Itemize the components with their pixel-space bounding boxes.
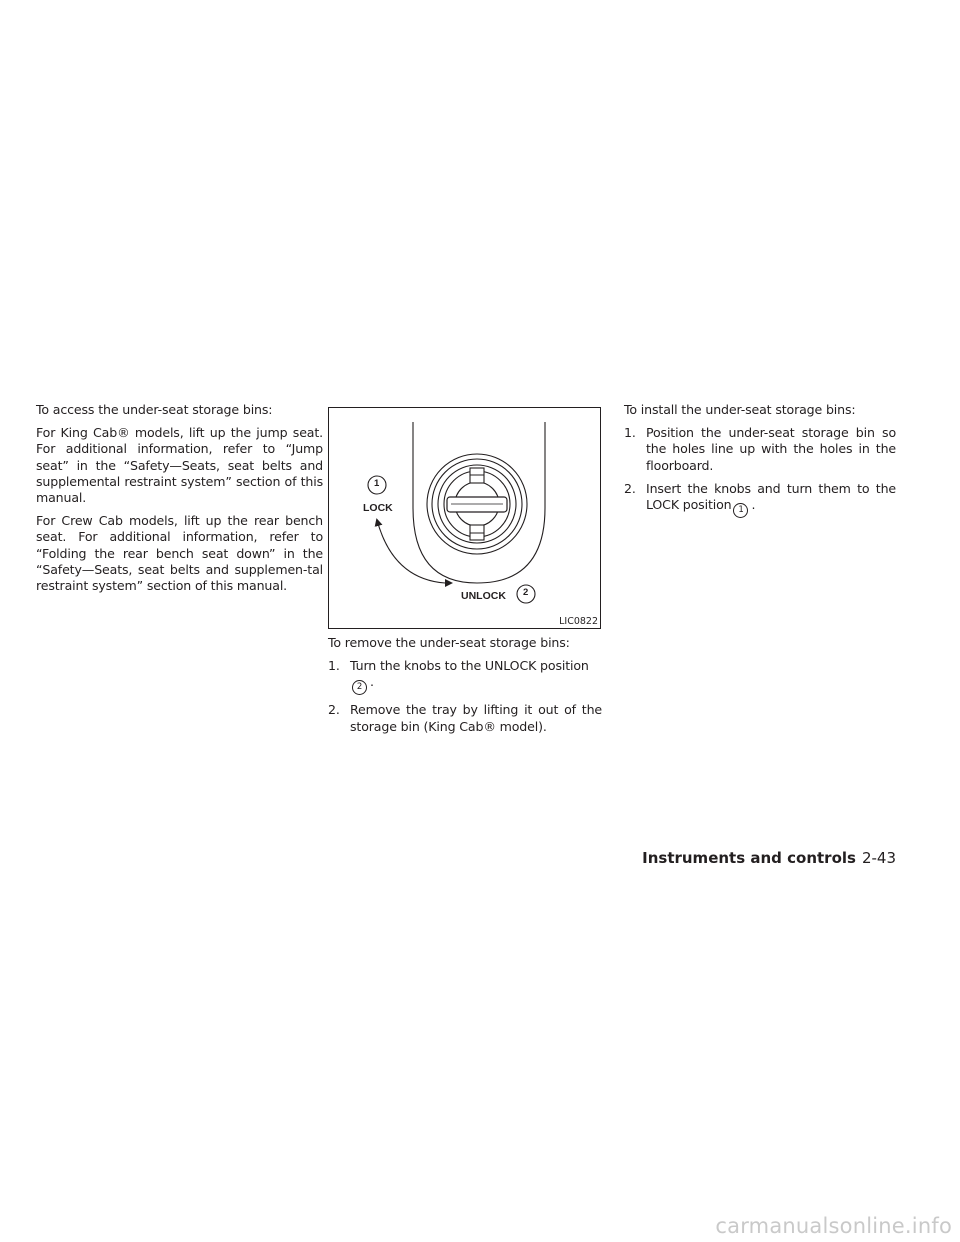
arrow-tip-unlock xyxy=(445,579,453,587)
unlock-label: UNLOCK xyxy=(461,590,506,602)
remove-heading: To remove the under-seat storage bins: xyxy=(328,635,570,650)
remove-step-1 xyxy=(328,658,602,695)
install-step-1-text: Position the under-seat storage bin so the holes line up with the holes in the floorboard. xyxy=(646,425,896,473)
crew-cab-paragraph: For Crew Cab models, lift up the rear bench seat. For additional information, refer to “Folding the rear bench seat down” in the “Safety—Seats, seat belts and supplemen-tal restraint system” section of this manual. xyxy=(36,513,323,594)
remove-step-2 xyxy=(328,702,602,734)
install-step-2-text: Insert the knobs and turn them to the LOCK position xyxy=(646,480,896,513)
page-number: 2-43 xyxy=(861,849,896,867)
knob-handle xyxy=(447,497,507,512)
callout-1-number: 1 xyxy=(374,478,380,489)
install-heading: To install the under-seat storage bins: xyxy=(624,402,856,417)
install-step-2-end: . xyxy=(751,497,756,513)
install-step-1-number: 1. xyxy=(624,425,636,441)
callout-2-inline-icon: 2 xyxy=(352,680,367,695)
remove-step-2-text: Remove the tray by lifting it out of the storage bin (King Cab® model). xyxy=(350,702,602,734)
figure-code: LIC0822 xyxy=(559,616,598,627)
lock-unlock-illustration xyxy=(328,407,601,629)
page-footer xyxy=(642,849,896,867)
access-heading: To access the under-seat storage bins: xyxy=(36,402,273,417)
column-remove-instructions xyxy=(328,635,602,742)
king-cab-paragraph: For King Cab® models, lift up the jump seat. For additional information, refer to “Jump seat” in the “Safety—Seats, seat belts and supplemental restraint system” section of this manual. xyxy=(36,425,323,506)
callout-2-number: 2 xyxy=(523,587,529,598)
remove-step-1-end: . xyxy=(370,674,374,690)
rotation-arrow xyxy=(377,520,445,583)
install-step-2 xyxy=(624,481,896,518)
install-step-2-number: 2. xyxy=(624,480,636,496)
remove-step-2-number: 2. xyxy=(328,702,340,718)
lock-label: LOCK xyxy=(363,502,393,514)
watermark: carmanualsonline.info xyxy=(715,1214,952,1238)
column-install-instructions xyxy=(624,402,896,525)
remove-step-1-number: 1. xyxy=(328,658,340,674)
section-title: Instruments and controls xyxy=(642,849,856,867)
callout-1-inline-icon: 1 xyxy=(733,503,748,518)
install-step-1 xyxy=(624,425,896,474)
column-access-instructions xyxy=(36,402,323,601)
remove-step-1-text: Turn the knobs to the UNLOCK position xyxy=(350,658,589,674)
